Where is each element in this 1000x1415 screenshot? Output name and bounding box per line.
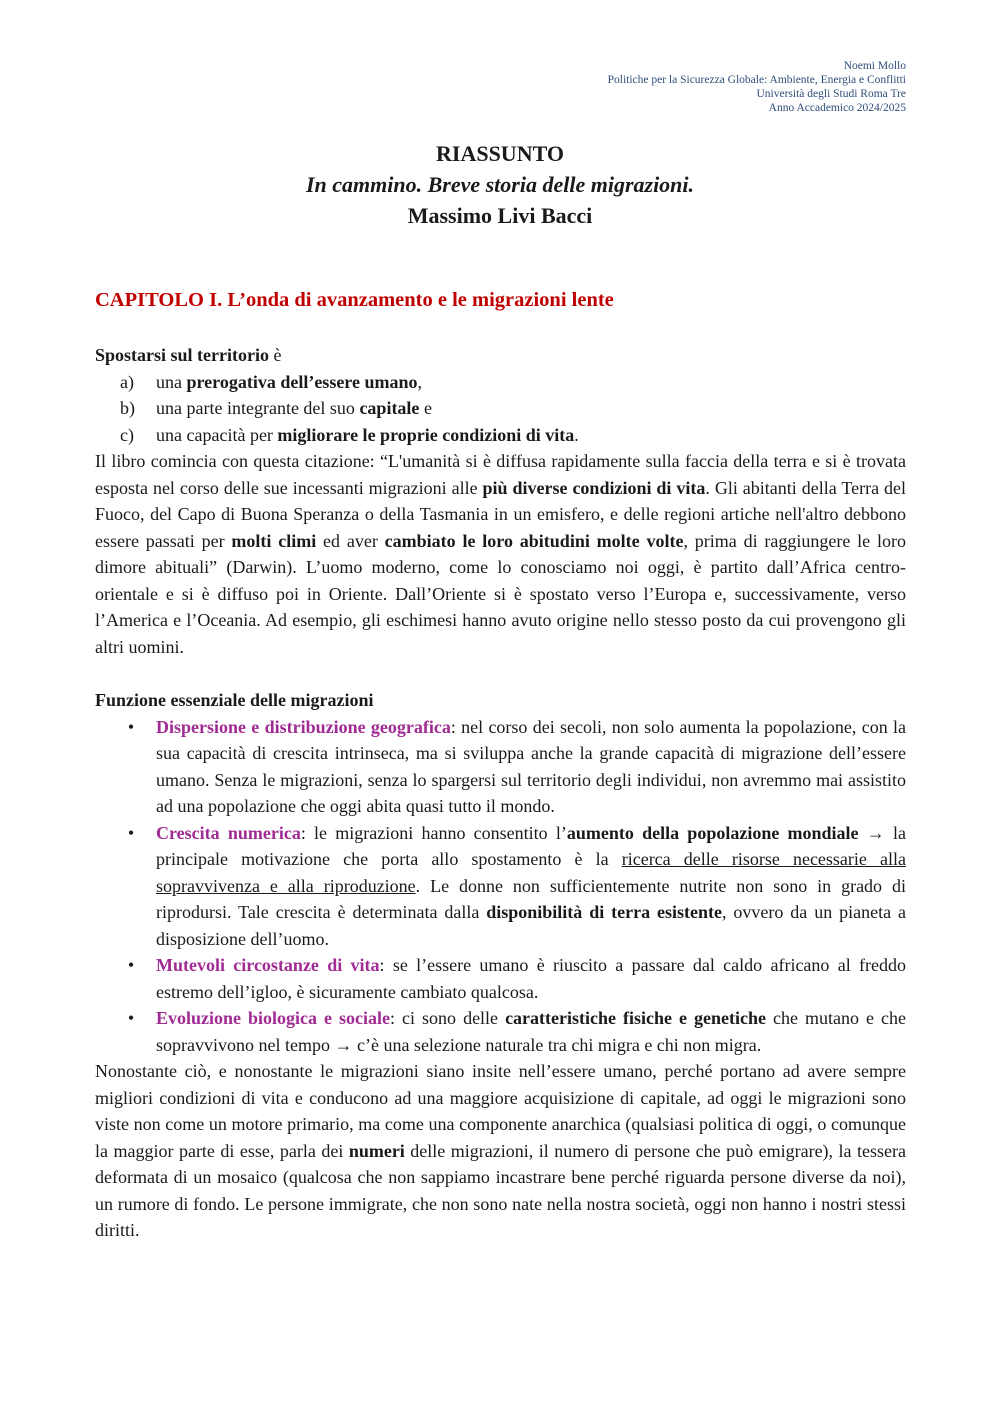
paragraph-bold: molti climi	[231, 530, 317, 551]
list-text: .	[574, 424, 579, 445]
paragraph-bold: numeri	[348, 1140, 405, 1161]
bullet-text: → la principale motivazione che porta allo spostamento è la	[156, 822, 906, 869]
list-item	[127, 952, 906, 1005]
bullet-text: che mutano e che sopravvivono nel tempo → c’è una selezione naturale tra chi migra e chi non migra.	[156, 1008, 906, 1055]
paragraph-bold: cambiato le loro abitudini molte volte	[384, 530, 684, 551]
list-item	[120, 395, 906, 422]
bullet-title: Dispersione e distribuzione geografica	[156, 716, 451, 737]
paragraph-text: ed aver	[316, 530, 385, 551]
paragraph-text: . Gli abitanti della Terra del Fuoco, del Capo di Buona Speranza o della Tasmania in un emisfero, e delle regioni artiche nell'altro debbono essere passati per	[95, 477, 906, 551]
bullet-bold: caratteristiche fisiche e genetiche	[505, 1008, 766, 1028]
list-bold: prerogativa dell’essere umano	[186, 371, 418, 392]
paragraph-text: Nonostante ciò, e nonostante le migrazioni siano insite nell’essere umano, perché portano ad avere sempre migliori condizioni di vita e conducono ad una maggiore acquisizione di capitale, ad oggi le migrazioni sono viste non come un motore primario, ma come una componente anarchica (qualsiasi politica di oggi, o comunque la maggior parte di esse, parla dei	[95, 1061, 906, 1161]
spostarsi-lead	[95, 342, 906, 369]
paragraph-text: delle migrazioni, il numero di persone che può emigrare), la tessera deformata di un mosaico (qualcosa che non sappiamo incastrare bene perché riguarda persone diverse da noi), un rumore di fondo. Le persone immigrate, che non sono nate nella nostra società, oggi non hanno i nostri stessi diritti.	[95, 1140, 906, 1240]
document-body	[95, 342, 906, 1244]
bullet-text: . Le donne non sufficientemente nutrite non sono in grado di riprodursi. Tale crescita è determinata dalla	[156, 875, 906, 922]
paragraph-text: Il libro comincia con questa citazione: “L'umanità si è diffusa rapidamente sulla faccia della terra e si è trovata esposta nel corso delle sue incessanti migrazioni alle	[95, 451, 906, 498]
list-bold: migliorare le proprie condizioni di vita	[277, 424, 575, 445]
header-year: Anno Accademico 2024/2025	[768, 102, 906, 114]
funzione-heading: Funzione essenziale delle migrazioni	[95, 690, 374, 710]
closing-paragraph	[95, 1058, 906, 1244]
list-item	[120, 422, 906, 449]
list-text: una parte integrante del suo	[156, 398, 360, 418]
spostarsi-lead-rest: è	[268, 345, 282, 365]
list-item	[120, 369, 906, 396]
list-bold: capitale	[359, 398, 420, 418]
bullet-icon: •	[127, 716, 135, 737]
list-text: una capacità per	[156, 424, 278, 445]
bullet-icon: •	[127, 822, 135, 843]
header-university: Università degli Studi Roma Tre	[756, 88, 906, 100]
bullet-text: : ci sono delle	[390, 1008, 506, 1028]
list-item	[127, 714, 906, 820]
title-block	[0, 138, 1000, 231]
bullet-bold: disponibilità di terra esistente	[486, 902, 722, 922]
spacer	[95, 660, 906, 687]
spostarsi-list	[95, 369, 906, 449]
bullet-text: : le migrazioni hanno consentito l’	[300, 822, 567, 843]
funzione-list	[95, 714, 906, 1059]
document-header	[608, 59, 906, 115]
header-author: Noemi Mollo	[843, 60, 906, 72]
book-title: In cammino. Breve storia delle migrazioni.	[305, 172, 695, 197]
list-item	[127, 1005, 906, 1058]
bullet-underline: ricerca delle risorse necessarie alla sopravvivenza e alla riproduzione	[156, 849, 906, 896]
intro-paragraph	[95, 448, 906, 660]
bullet-text: , ovvero da un pianeta a disposizione dell’uomo.	[156, 902, 907, 949]
bullet-text: : se l’essere umano è riuscito a passare dal caldo africano al freddo estremo dell’igloo, è sicuramente cambiato qualcosa.	[156, 955, 906, 1002]
book-author: Massimo Livi Bacci	[407, 203, 593, 228]
paragraph-text: , prima di raggiungere le loro dimore abituali” (Darwin). L’uomo moderno, come lo conosciamo noi oggi, è partito dall’Africa centro-orientale e si è diffuso poi in Oriente. Dall’Oriente si è spostato verso l’Europa e, successivamente, verso l’America e l’Oceania. Ad esempio, gli eschimesi hanno avuto origine nello stesso posto da cui provengono gli altri uomini.	[95, 530, 906, 657]
chapter-heading: CAPITOLO I. L’onda di avanzamento e le migrazioni lente	[95, 289, 614, 311]
bullet-bold: aumento della popolazione mondiale	[566, 822, 859, 843]
doc-title: RIASSUNTO	[436, 141, 564, 166]
bullet-icon: •	[127, 955, 135, 975]
list-text: una	[156, 371, 187, 392]
paragraph-bold: più diverse condizioni di vita	[482, 477, 706, 498]
list-marker: b)	[120, 398, 135, 418]
list-marker: a)	[120, 371, 134, 392]
spostarsi-lead-bold: Spostarsi sul territorio	[95, 345, 269, 365]
bullet-title: Mutevoli circostanze di vita	[156, 955, 380, 975]
bullet-title: Evoluzione biologica e sociale	[156, 1008, 391, 1028]
list-text: ,	[417, 371, 422, 392]
list-item	[127, 820, 907, 953]
bullet-title: Crescita numerica	[156, 822, 301, 843]
bullet-icon: •	[127, 1008, 135, 1028]
bullet-text: : nel corso dei secoli, non solo aumenta la popolazione, con la sua capacità di crescita intrinseca, ma si sviluppa anche la grande capacità di migrazione dell’essere umano. Senza le migrazioni, senza lo spargersi sul territorio degli individui, non avremmo mai assistito ad una popolazione che oggi abita quasi tutto il mondo.	[156, 716, 906, 816]
list-marker: c)	[120, 424, 134, 445]
header-course: Politiche per la Sicurezza Globale: Ambiente, Energia e Conflitti	[607, 74, 906, 86]
list-text: e	[419, 398, 432, 418]
